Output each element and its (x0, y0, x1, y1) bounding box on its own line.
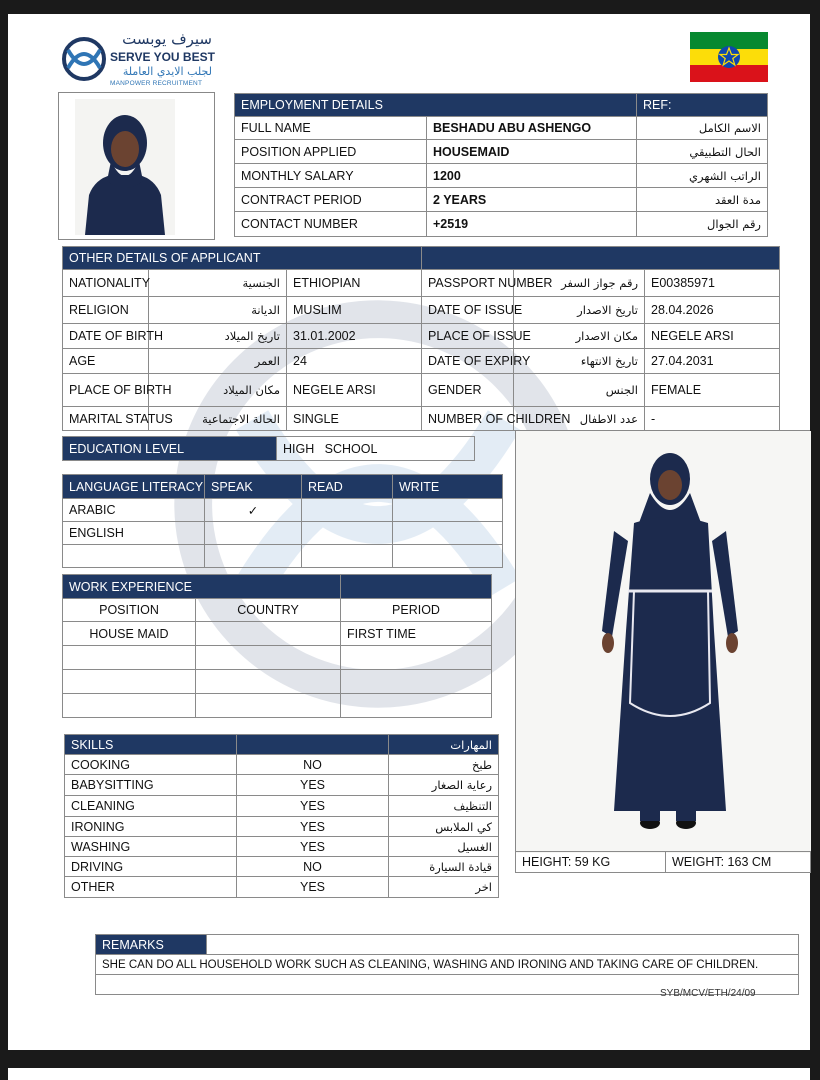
skill-ar: كي الملابس (389, 817, 499, 837)
period-column-header: PERIOD (341, 599, 492, 622)
skill-name: OTHER (65, 877, 237, 898)
date-of-issue-value: 28.04.2026 (645, 297, 780, 324)
position-applied-label: POSITION APPLIED (235, 140, 427, 164)
passport-number-value: E00385971 (645, 270, 780, 297)
full-name-ar: الاسم الكامل (637, 117, 768, 140)
place-of-birth-ar: مكان الميلاد (149, 374, 287, 407)
skill-value: NO (237, 755, 389, 775)
skill-ar: اخر (389, 877, 499, 898)
date-of-birth-value: 31.01.2002 (287, 324, 422, 349)
work-country (196, 622, 341, 646)
remarks-header: REMARKS (96, 935, 207, 955)
other-details-header: OTHER DETAILS OF APPLICANT (63, 247, 422, 270)
empty-speak (205, 545, 302, 568)
work-experience-header-fill (341, 575, 492, 599)
work-experience-header: WORK EXPERIENCE (63, 575, 341, 599)
position-column-header: POSITION (63, 599, 196, 622)
contract-period-ar: مدة العقد (637, 188, 768, 212)
date-of-expiry-label: DATE OF EXPIRY (422, 349, 514, 374)
logo-tagline: MANPOWER RECRUITMENT (110, 80, 203, 87)
nationality-label: NATIONALITY (63, 270, 149, 297)
logo-arabic-name: سيرف يوبست (122, 30, 212, 48)
english-speak (205, 522, 302, 545)
position-applied-value: HOUSEMAID (427, 140, 637, 164)
contact-number-label: CONTACT NUMBER (235, 212, 427, 237)
number-of-children-ar: عدد الاطفال (514, 407, 645, 431)
contact-number-value: +2519 (427, 212, 637, 237)
place-of-issue-value: NEGELE ARSI (645, 324, 780, 349)
applicant-portrait-photo (58, 92, 215, 240)
work-period (341, 646, 492, 670)
cv-page (8, 14, 810, 1050)
passport-number-label: PASSPORT NUMBER (422, 270, 514, 297)
marital-status-ar: الحالة الاجتماعية (149, 407, 287, 431)
write-header: WRITE (393, 475, 503, 499)
passport-number-ar: رقم جواز السفر (514, 270, 645, 297)
language-empty (63, 545, 205, 568)
language-english: ENGLISH (63, 522, 205, 545)
skill-value: NO (237, 857, 389, 877)
religion-label: RELIGION (63, 297, 149, 324)
education-table (62, 436, 475, 461)
work-position (63, 646, 196, 670)
date-of-birth-label: DATE OF BIRTH (63, 324, 149, 349)
work-experience-table (62, 574, 492, 718)
full-name-label: FULL NAME (235, 117, 427, 140)
work-position: HOUSE MAID (63, 622, 196, 646)
skill-value: YES (237, 877, 389, 898)
logo-arabic-sub: لجلب الايدي العاملة (122, 65, 212, 78)
full-name-value: BESHADU ABU ASHENGO (427, 117, 637, 140)
education-level-value: HIGH SCHOOL (277, 437, 475, 461)
gender-value: FEMALE (645, 374, 780, 407)
weight-value: WEIGHT: 163 CM (666, 852, 811, 873)
empty-write (393, 545, 503, 568)
work-country (196, 646, 341, 670)
monthly-salary-ar: الراتب الشهري (637, 164, 768, 188)
work-period: FIRST TIME (341, 622, 492, 646)
date-of-issue-ar: تاريخ الاصدار (514, 297, 645, 324)
read-header: READ (302, 475, 393, 499)
full-body-figure-icon (516, 431, 811, 853)
skills-header: SKILLS (65, 735, 237, 755)
skill-value: YES (237, 775, 389, 796)
marital-status-label: MARITAL STATUS (63, 407, 149, 431)
date-of-birth-ar: تاريخ الميلاد (149, 324, 287, 349)
monthly-salary-label: MONTHLY SALARY (235, 164, 427, 188)
skill-name: COOKING (65, 755, 237, 775)
height-value: HEIGHT: 59 KG (516, 852, 666, 873)
nationality-value: ETHIOPIAN (287, 270, 422, 297)
other-details-table (62, 246, 780, 431)
language-literacy-header: LANGUAGE LITERACY (63, 475, 205, 499)
skill-ar: رعاية الصغار (389, 775, 499, 796)
skill-value: YES (237, 817, 389, 837)
work-period (341, 694, 492, 718)
company-logo-icon (60, 32, 108, 86)
language-table (62, 474, 503, 568)
position-applied-ar: الحال التطبيقي (637, 140, 768, 164)
education-level-label: EDUCATION LEVEL (63, 437, 277, 461)
contact-number-ar: رقم الجوال (637, 212, 768, 237)
skill-name: BABYSITTING (65, 775, 237, 796)
skill-value: YES (237, 837, 389, 857)
skills-header-ar: المهارات (389, 735, 499, 755)
religion-value: MUSLIM (287, 297, 422, 324)
skills-table (64, 734, 499, 898)
monthly-salary-value: 1200 (427, 164, 637, 188)
ref-label: REF: (637, 94, 768, 117)
date-of-issue-label: DATE OF ISSUE (422, 297, 514, 324)
number-of-children-value: - (645, 407, 780, 431)
measurements-table (515, 851, 811, 873)
skill-ar: التنظيف (389, 796, 499, 817)
place-of-birth-label: PLACE OF BIRTH (63, 374, 149, 407)
speak-header: SPEAK (205, 475, 302, 499)
date-of-expiry-value: 27.04.2031 (645, 349, 780, 374)
employment-details-header: EMPLOYMENT DETAILS (235, 94, 637, 117)
country-column-header: COUNTRY (196, 599, 341, 622)
remarks-text: SHE CAN DO ALL HOUSEHOLD WORK SUCH AS CLEANING, WASHING AND IRONING AND TAKING CARE OF CHILDREN. (96, 955, 799, 975)
work-position (63, 694, 196, 718)
skill-ar: الغسيل (389, 837, 499, 857)
skill-ar: قيادة السيارة (389, 857, 499, 877)
arabic-speak-check: ✓ (205, 499, 302, 522)
religion-ar: الديانة (149, 297, 287, 324)
contract-period-label: CONTRACT PERIOD (235, 188, 427, 212)
remarks-table (95, 934, 799, 995)
empty-read (302, 545, 393, 568)
reference-code: SYB/MCV/ETH/24/09 (660, 988, 756, 999)
place-of-birth-value: NEGELE ARSI (287, 374, 422, 407)
employment-details-table (234, 93, 768, 237)
age-value: 24 (287, 349, 422, 374)
skills-header-fill (237, 735, 389, 755)
nationality-ar: الجنسية (149, 270, 287, 297)
work-period (341, 670, 492, 694)
english-write (393, 522, 503, 545)
english-read (302, 522, 393, 545)
gender-label: GENDER (422, 374, 514, 407)
work-position (63, 670, 196, 694)
remarks-header-fill (207, 935, 799, 955)
work-country (196, 694, 341, 718)
logo-name: SERVE YOU BEST (110, 50, 215, 64)
arabic-write (393, 499, 503, 522)
marital-status-value: SINGLE (287, 407, 422, 431)
language-arabic: ARABIC (63, 499, 205, 522)
applicant-full-body-photo (515, 430, 810, 852)
skill-ar: طبخ (389, 755, 499, 775)
skill-name: WASHING (65, 837, 237, 857)
company-logo (60, 30, 220, 90)
skill-name: IRONING (65, 817, 237, 837)
skill-name: DRIVING (65, 857, 237, 877)
place-of-issue-ar: مكان الاصدار (514, 324, 645, 349)
number-of-children-label: NUMBER OF CHILDREN (422, 407, 514, 431)
contract-period-value: 2 YEARS (427, 188, 637, 212)
date-of-expiry-ar: تاريخ الانتهاء (514, 349, 645, 374)
portrait-figure-icon (75, 99, 175, 235)
gender-ar: الجنس (514, 374, 645, 407)
skill-value: YES (237, 796, 389, 817)
skill-name: CLEANING (65, 796, 237, 817)
next-page-edge (8, 1068, 810, 1080)
work-country (196, 670, 341, 694)
other-details-header-fill (422, 247, 780, 270)
ethiopia-flag-icon (690, 32, 768, 82)
age-ar: العمر (149, 349, 287, 374)
place-of-issue-label: PLACE OF ISSUE (422, 324, 514, 349)
arabic-read (302, 499, 393, 522)
age-label: AGE (63, 349, 149, 374)
